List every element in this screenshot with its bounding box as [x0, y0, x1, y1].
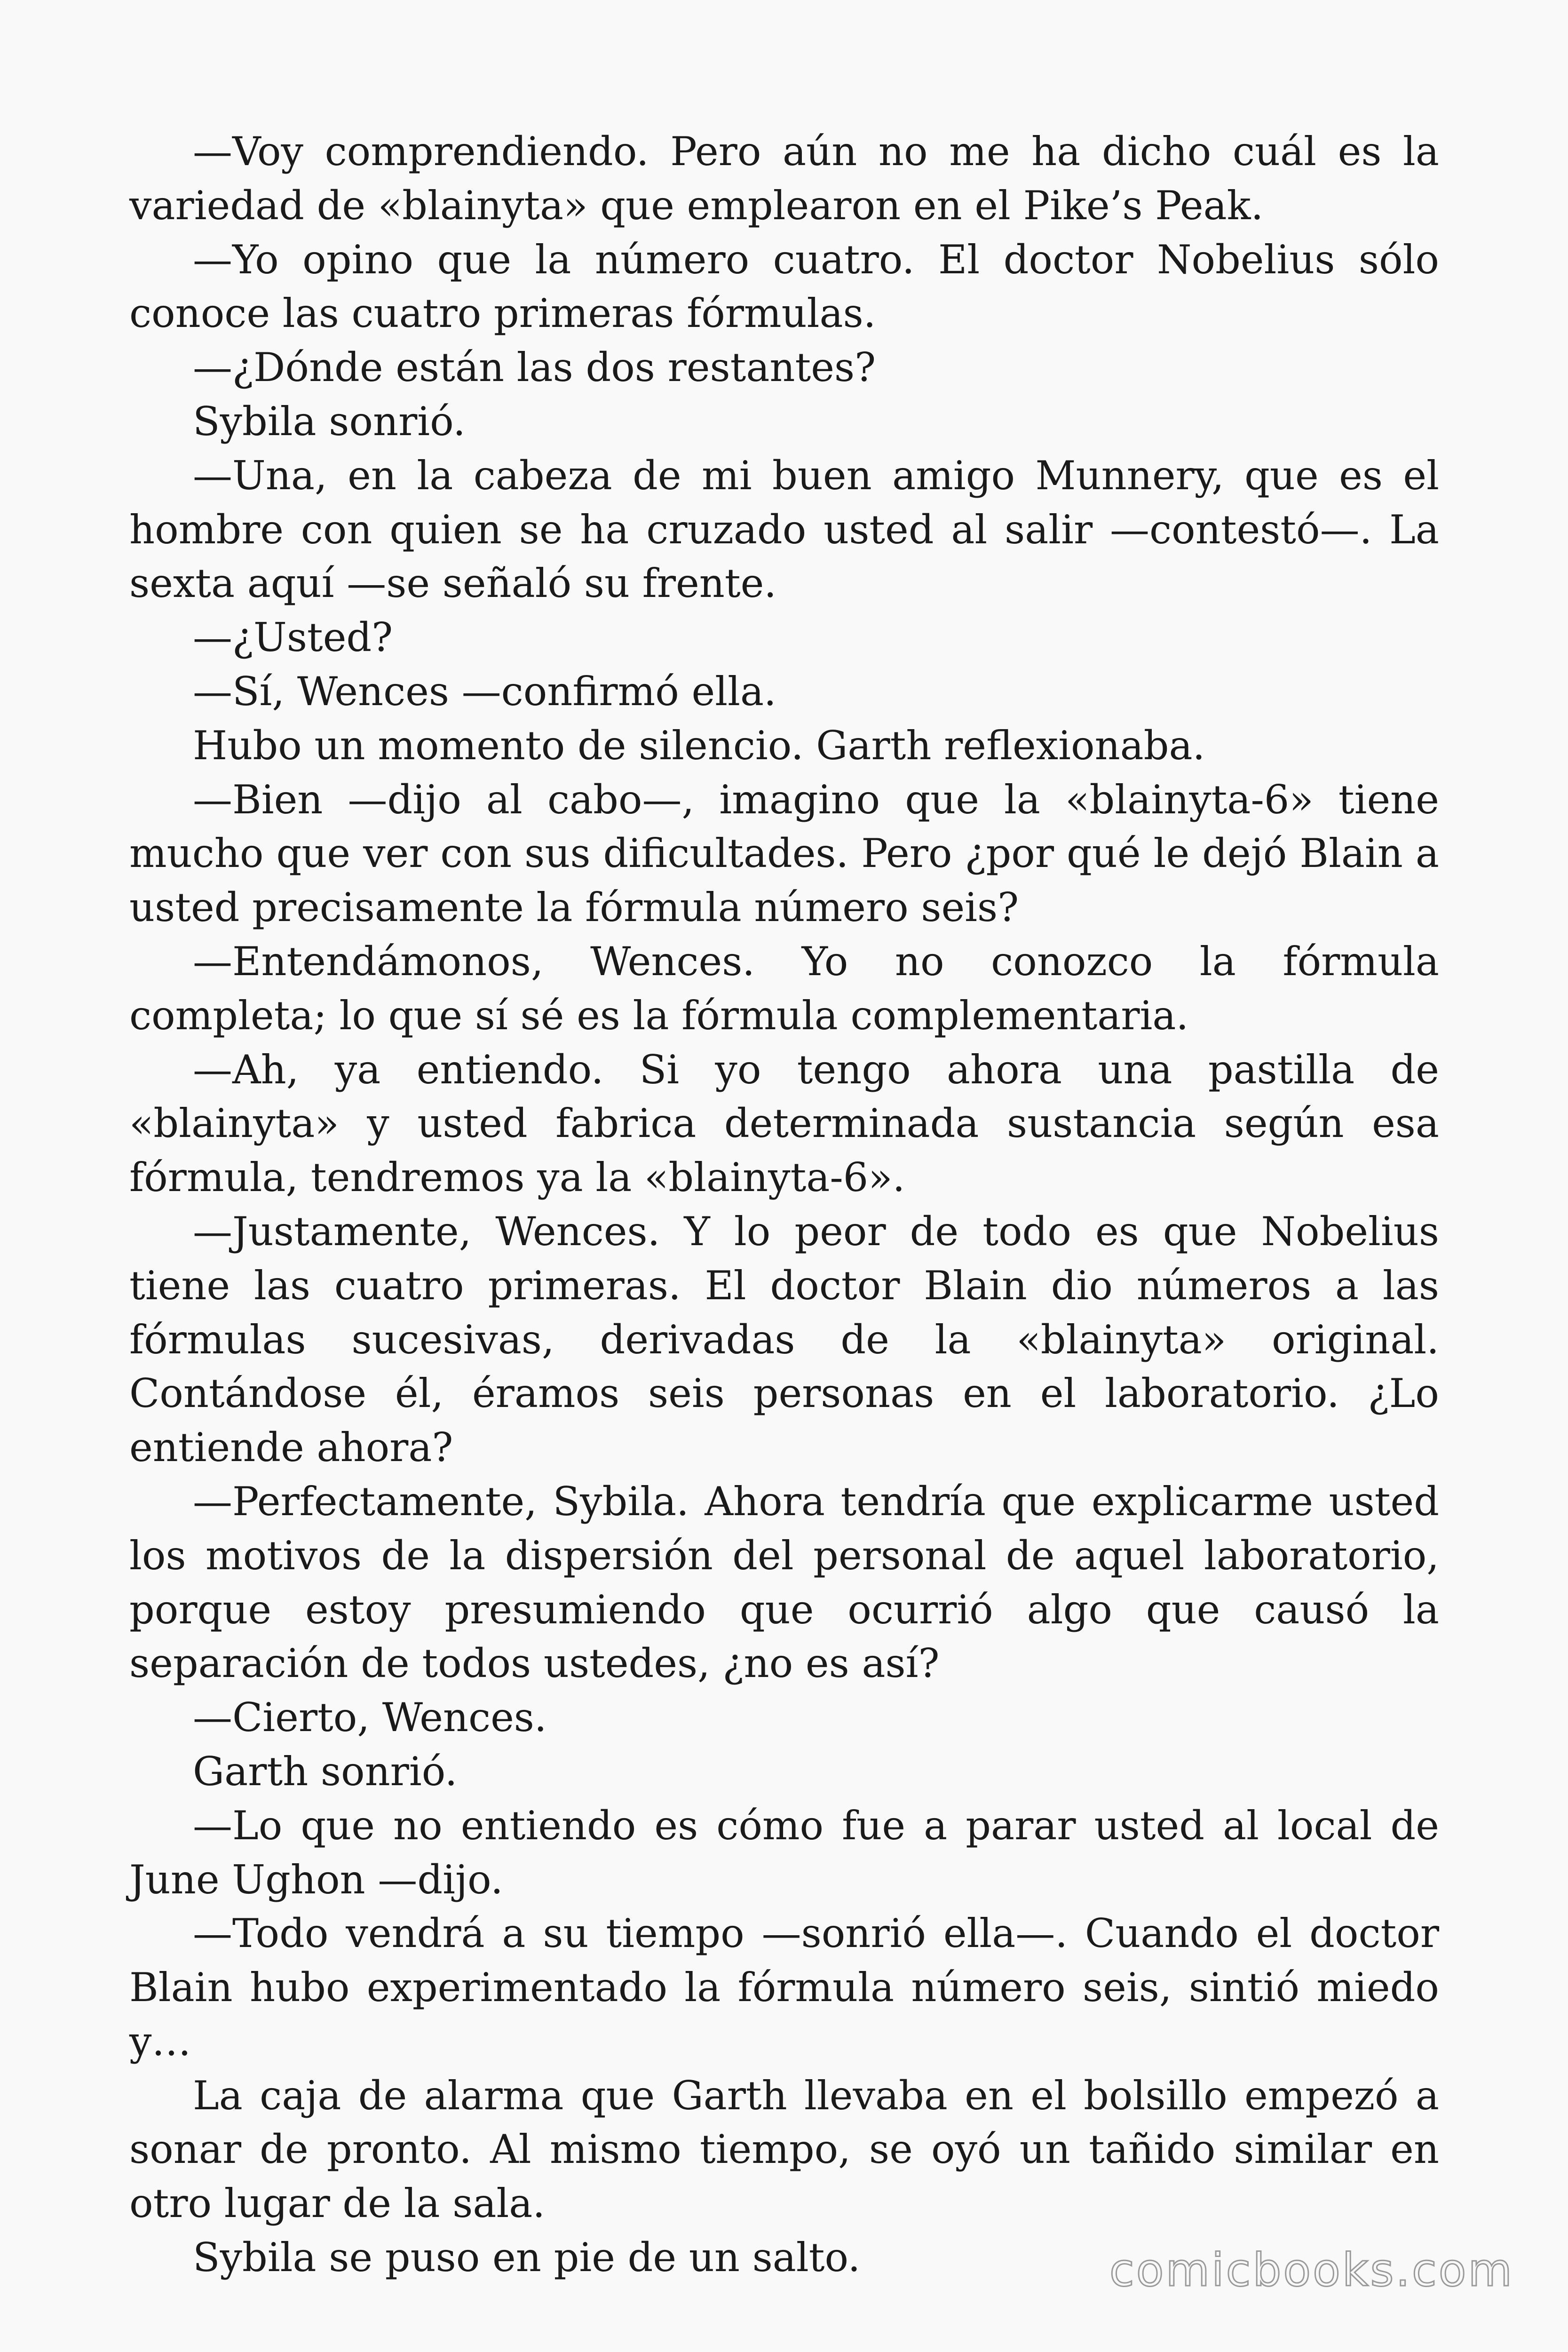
paragraph: —Sí, Wences —confirmó ella.: [193, 668, 776, 715]
paragraph: —Entendámonos, Wences. Yo no conozco la fórmula completa; lo que sí sé es la fórmula complementaria.: [129, 938, 1439, 1039]
paragraph: —Cierto, Wences.: [193, 1694, 547, 1741]
paragraph: —Voy comprendiendo. Pero aún no me ha dicho cuál es la variedad de «blainyta» que emplearon en el Pike’s Peak.: [129, 128, 1439, 229]
paragraph: —¿Usted?: [193, 614, 393, 661]
paragraph: —Perfectamente, Sybila. Ahora tendría que explicarme usted los motivos de la dispersión del personal de aquel laboratorio, porque estoy presumiendo que ocurrió algo que causó la separación de todos ustedes, ¿no es así?: [129, 1478, 1439, 1687]
paragraph: —Bien —dijo al cabo—, imagino que la «blainyta-6» tiene mucho que ver con sus dificultades. Pero ¿por qué le dejó Blain a usted precisamente la fórmula número seis?: [129, 776, 1439, 931]
paragraph: —¿Dónde están las dos restantes?: [193, 344, 876, 391]
watermark: comicbooks.com: [1109, 2244, 1514, 2296]
page-body: [129, 125, 1439, 2285]
paragraph: —Yo opino que la número cuatro. El doctor Nobelius sólo conoce las cuatro primeras fórmulas.: [129, 236, 1439, 337]
paragraph: —Ah, ya entiendo. Si yo tengo ahora una pastilla de «blainyta» y usted fabrica determinada sustancia según esa fórmula, tendremos ya la «blainyta-6».: [129, 1046, 1439, 1201]
paragraph: Garth sonrió.: [193, 1748, 458, 1795]
paragraph: —Justamente, Wences. Y lo peor de todo es que Nobelius tiene las cuatro primeras. El doctor Blain dio números a las fórmulas sucesivas, derivadas de la «blainyta» original. Contándose él, éramos seis personas en el laboratorio. ¿Lo entiende ahora?: [129, 1208, 1439, 1471]
paragraph: —Lo que no entiendo es cómo fue a parar usted al local de June Ughon —dijo.: [129, 1802, 1439, 1903]
paragraph: La caja de alarma que Garth llevaba en el bolsillo empezó a sonar de pronto. Al mismo tiempo, se oyó un tañido similar en otro lugar de la sala.: [129, 2072, 1439, 2227]
paragraph: Hubo un momento de silencio. Garth reflexionaba.: [193, 722, 1205, 769]
paragraph: Sybila sonrió.: [193, 398, 466, 445]
paragraph: —Una, en la cabeza de mi buen amigo Munnery, que es el hombre con quien se ha cruzado usted al salir —contestó—. La sexta aquí —se señaló su frente.: [129, 452, 1439, 607]
paragraph: Sybila se puso en pie de un salto.: [193, 2234, 861, 2281]
paragraph: —Todo vendrá a su tiempo —sonrió ella—. Cuando el doctor Blain hubo experimentado la fórmula número seis, sintió miedo y…: [129, 1910, 1439, 2065]
